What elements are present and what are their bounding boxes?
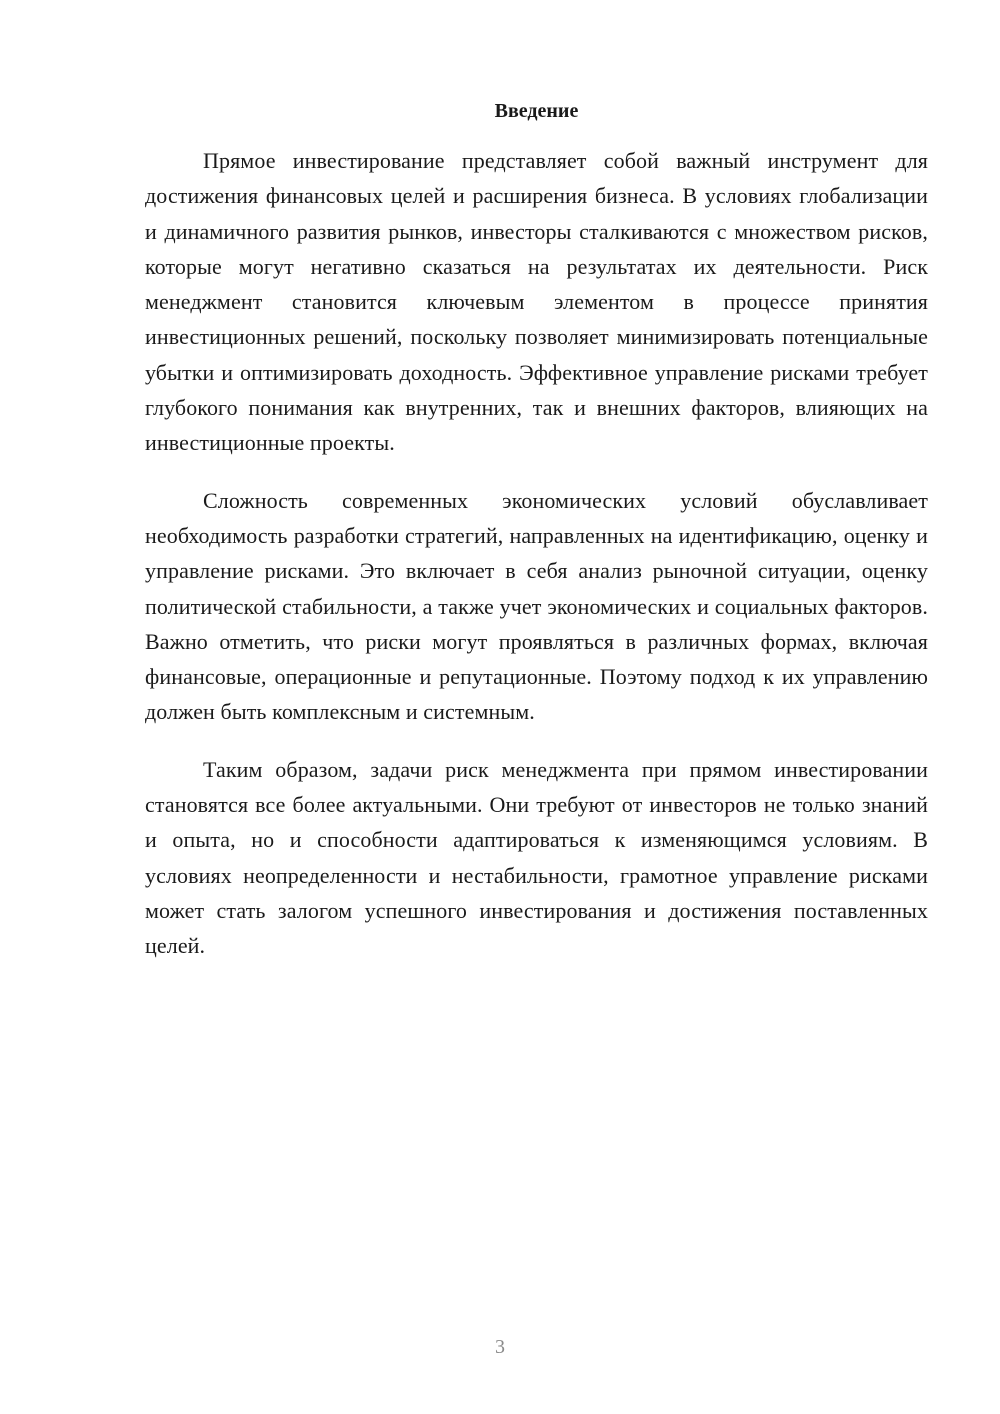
paragraph-3: Таким образом, задачи риск менеджмента при прямом инвестировании становятся все более актуальными. Они требуют от инвесторов не только знаний и опыта, но и способности адаптироваться к изменяющимся условиям. В условиях неопределенности и нестабильности, грамотное управление рисками может стать залогом успешного инвестирования и достижения поставленных целей. — [145, 756, 928, 959]
section-title: Введение — [494, 100, 579, 122]
paragraph-1: Прямое инвестирование представляет собой важный инструмент для достижения финансовых целей и расширения бизнеса. В условиях глобализации и динамичного развития рынков, инвесторы сталкиваются с множеством рисков, которые могут негативно сказаться на результатах их деятельности. Риск менеджмент становится ключевым элементом в процессе принятия инвестиционных решений, поскольку позволяет минимизировать потенциальные убытки и оптимизировать доходность. Эффективное управление рисками требует глубокого понимания как внутренних, так и внешних факторов, влияющих на инвестиционные проекты. — [145, 148, 928, 456]
paragraph-2: Сложность современных экономических условий обуславливает необходимость разработки стратегий, направленных на идентификацию, оценку и управление рисками. Это включает в себя анализ рыночной ситуации, оценку политической стабильности, а также учет экономических и социальных факторов. Важно отметить, что риски могут проявляться в различных формах, включая финансовые, операционные и репутационные. Поэтому подход к их управлению должен быть комплексным и системным. — [145, 487, 928, 725]
page-number: 3 — [495, 1336, 505, 1358]
body-text — [145, 143, 928, 986]
